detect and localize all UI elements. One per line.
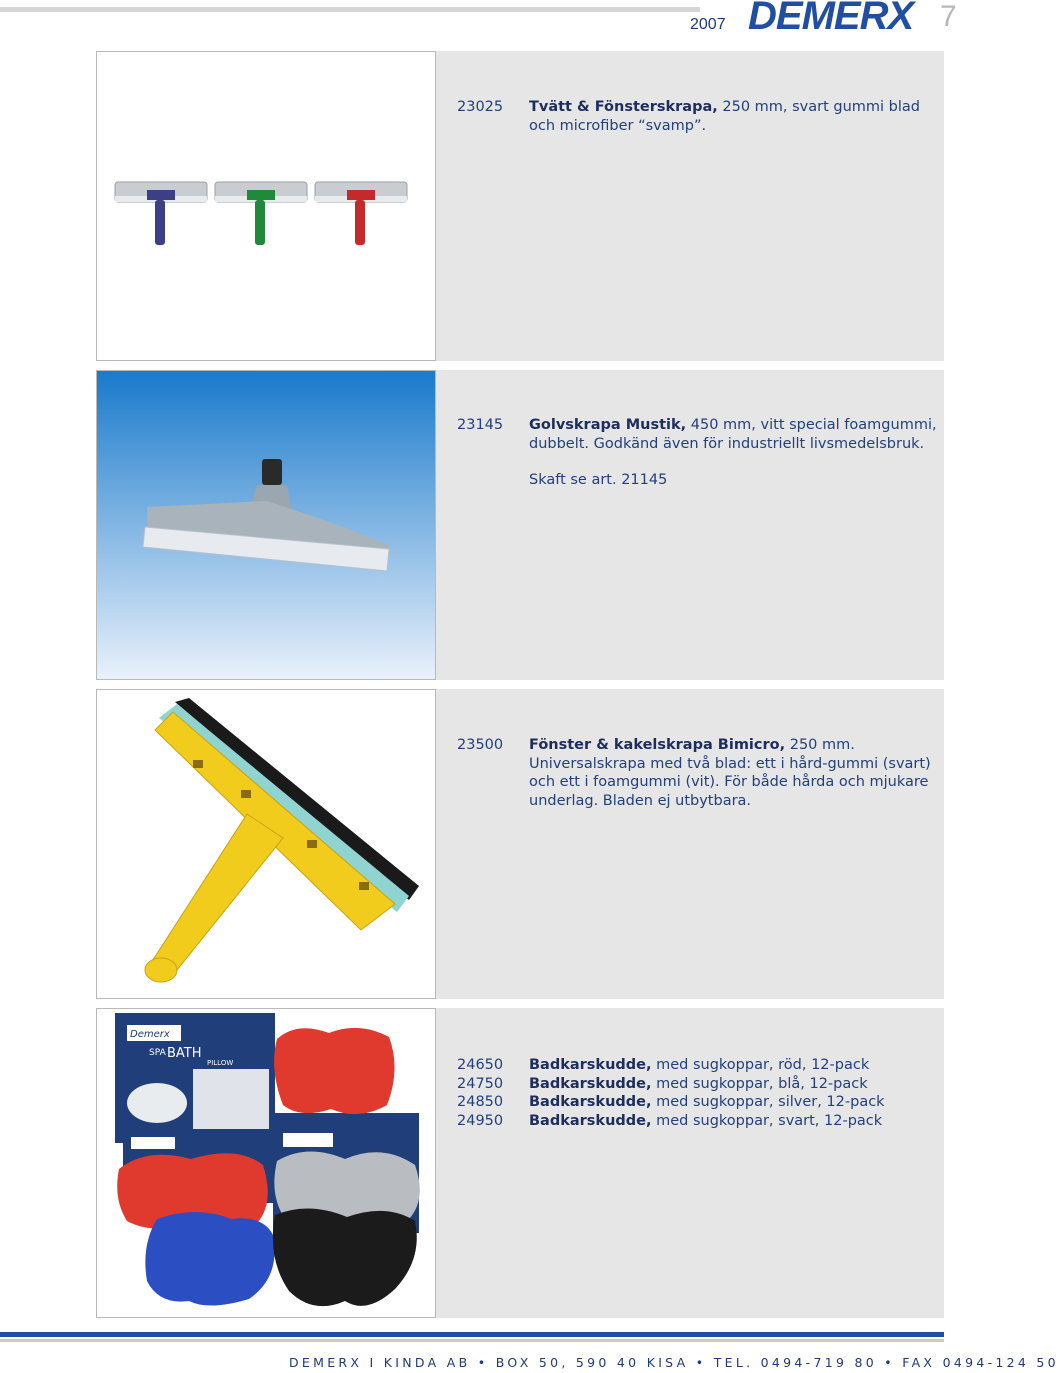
footer-rule-gray — [0, 1339, 944, 1342]
company-footer: DEMERX I KINDA AB • BOX 50, 590 40 KISA • TEL. 0494-719 80 • FAX 0494-124 50 — [289, 1355, 1059, 1370]
product-desc: med sugkoppar, röd, 12-pack — [651, 1057, 870, 1073]
article-number: 23025 — [457, 99, 504, 115]
footer-rule-blue — [0, 1332, 944, 1337]
article-number: 23500 — [457, 737, 504, 753]
description-line: dubbelt. Godkänd även för industriellt livsmedelsbruk. — [529, 435, 925, 452]
product-line — [457, 736, 937, 755]
box-brand-label: Demerx — [130, 1029, 170, 1040]
product-row-bath-pillows — [96, 1008, 944, 1318]
article-number: 23145 — [457, 417, 504, 433]
product-text — [457, 98, 937, 135]
product-text — [457, 416, 937, 490]
box-bath-label: BATH — [167, 1046, 202, 1061]
year: 2007 — [690, 16, 726, 33]
description-line: och microfiber “svamp”. — [529, 117, 707, 134]
product-line — [457, 416, 937, 435]
description-line: underlag. Bladen ej utbytbara. — [529, 792, 752, 809]
article-number: 24850 — [457, 1094, 504, 1110]
box-pillow-label: PILLOW — [207, 1059, 234, 1067]
article-number: 24950 — [457, 1112, 504, 1129]
product-row-squeegee — [96, 51, 944, 361]
product-image-tile-squeegee — [96, 689, 436, 999]
header-rule — [0, 7, 700, 12]
product-row-tile-squeegee — [96, 689, 944, 999]
product-name: Badkarskudde, — [529, 1112, 652, 1129]
product-line — [457, 1093, 937, 1112]
product-desc: 250 mm. — [785, 737, 855, 753]
product-image-window-squeegees — [96, 51, 436, 361]
product-name: Badkarskudde, — [529, 1075, 652, 1092]
product-name: Tvätt & Fönsterskrapa, — [529, 99, 718, 115]
box-spa-label: SPA — [149, 1048, 166, 1058]
product-image-bath-pillows — [96, 1008, 436, 1318]
product-desc: 250 mm, svart gummi blad — [717, 99, 921, 115]
description-line: och ett i foamgummi (vit). För både hårda och mjukare — [529, 774, 929, 790]
brand-logo: DEMERX — [748, 0, 914, 38]
product-desc: 450 mm, vitt special foamgummi, — [686, 417, 937, 433]
product-name: Golvskrapa Mustik, — [529, 417, 687, 433]
product-line — [457, 1112, 937, 1131]
page-number: 7 — [940, 0, 957, 33]
product-name: Fönster & kakelskrapa Bimicro, — [529, 737, 786, 753]
product-text — [457, 736, 937, 810]
article-number: 24650 — [457, 1057, 504, 1073]
product-line — [457, 1075, 937, 1094]
product-desc: med sugkoppar, blå, 12-pack — [651, 1075, 868, 1092]
product-text — [457, 1056, 937, 1130]
handle-reference: Skaft se art. 21145 — [529, 472, 668, 488]
article-number: 24750 — [457, 1075, 504, 1092]
product-name: Badkarskudde, — [529, 1057, 652, 1073]
product-row-floor-squeegee — [96, 370, 944, 680]
product-image-floor-squeegee — [96, 370, 436, 680]
product-desc: med sugkoppar, svart, 12-pack — [651, 1112, 883, 1129]
product-line — [457, 98, 937, 117]
description-line: Universalskrapa med två blad: ett i hård-gummi (svart) — [529, 755, 931, 772]
product-desc: med sugkoppar, silver, 12-pack — [651, 1094, 885, 1110]
product-line — [457, 1056, 937, 1075]
product-name: Badkarskudde, — [529, 1094, 652, 1110]
